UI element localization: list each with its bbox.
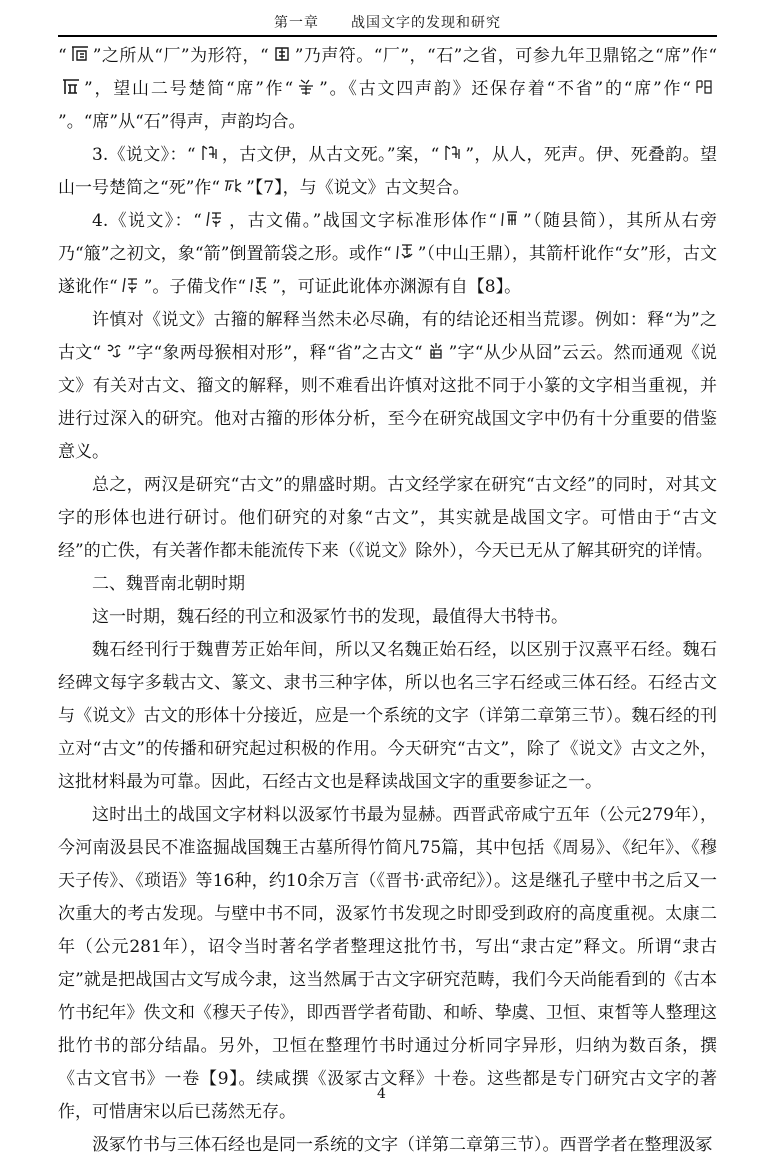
ancient-glyph-icon — [295, 77, 317, 97]
section-heading: 二、魏晋南北朝时期 — [92, 574, 245, 594]
ancient-glyph-icon — [441, 143, 463, 163]
ancient-glyph-icon — [693, 77, 715, 97]
ancient-glyph-icon — [198, 143, 220, 163]
paragraph-6: 这一时期，魏石经的刊立和汲冢竹书的发现，最值得大书特书。 — [92, 607, 568, 627]
paragraph-5: 总之，两汉是研究“古文”的鼎盛时期。古文经学家在研究“古文经”的同时，对其文字的形体也进行研讨。他们研究的对象“古文”，其实就是战国文字。可惜由于“古文经”的亡佚，有关著作都未能流传下来（《说文》除外），今天已无从了解其研究的详情。 — [58, 475, 717, 561]
ancient-glyph-icon — [271, 44, 293, 64]
paragraph-7: 魏石经刊行于魏曹芳正始年间，所以又名魏正始石经，以区别于汉熹平石经。魏石经碑文每字多载古文、篆文、隶书三种字体，所以也名三字石经或三体石经。石经古文与《说文》古文的形体十分接近，应是一个系统的文字（详第二章第三节）。魏石经的刊立对“古文”的传播和研究起过积极的作用。今天研究“古文”，除了《说文》古文之外，这批材料最为可靠。因此，石经古文也是释读战国文字的重要参证之一。 — [58, 640, 717, 792]
header-chapter: 第一章 — [274, 15, 319, 31]
ancient-glyph-icon — [425, 341, 447, 361]
ancient-glyph-icon — [103, 341, 125, 361]
paragraph-3: 4.《说文》：“ ，古文備。”战国文字标准形体作“ ”（随县简），其所从右旁乃“箙”之初文，象“箭”倒置箭袋之形。或作“ ”（中山王鼎），其箭杆讹作“女”形，古文遂讹作“ ”。子備戈作“ ”，可证此讹体亦渊源有自【8】。 — [58, 211, 717, 297]
ancient-glyph-icon — [69, 44, 91, 64]
running-header — [58, 6, 717, 37]
paragraph-8: 这时出土的战国文字材料以汲冢竹书最为显赫。西晋武帝咸宁五年（公元279年），今河南汲县民不准盗掘战国魏王古墓所得竹简凡75篇，其中包括《周易》、《纪年》、《穆天子传》、《琐语》等16种，约10余万言（《晋书·武帝纪》）。这是继孔子壁中书之后又一次重大的考古发现。与壁中书不同，汲冢竹书发现之时即受到政府的高度重视。太康二年（公元281年），诏令当时著名学者整理这批竹书，写出“隶古定”释文。所谓“隶古定”就是把战国古文写成今隶，这当然属于古文字研究范畴，我们今天尚能看到的《古本竹书纪年》佚文和《穆天子传》，即西晋学者荀勖、和峤、挚虞、卫恒、束皙等人整理这批竹书的部分结晶。另外，卫恒在整理竹书时通过分析同字异形，归纳为数百条，撰《古文官书》一卷【9】。续咸撰《汲冢古文释》十卷。这些都是专门研究古文字的著作，可惜唐宋以后已荡然无存。 — [58, 805, 717, 1122]
ancient-glyph-icon — [60, 77, 82, 97]
page-number: 4 — [377, 1086, 386, 1102]
ancient-glyph-icon — [222, 176, 244, 196]
ancient-glyph-icon — [248, 275, 270, 295]
ancient-glyph-icon — [394, 242, 416, 262]
page-body — [58, 40, 717, 1162]
ancient-glyph-icon — [204, 209, 226, 229]
ancient-glyph-icon — [120, 275, 142, 295]
ancient-glyph-icon — [499, 209, 521, 229]
paragraph-1: “ ”之所从“厂”为形符，“ ”乃声符。“厂”，“石”之省，可参九年卫鼎铭之“席”作“ ”，望山二号楚简“席”作“ ”。《古文四声韵》还保存着“不省”的“席”作“ ”。“席”从“石”得声，声韵均合。 — [58, 46, 718, 132]
header-title: 战国文字的发现和研究 — [351, 15, 501, 31]
paragraph-9: 汲冢竹书与三体石经也是同一系统的文字（详第二章第三节）。西晋学者在整理汲冢 — [92, 1135, 713, 1155]
paragraph-4: 许慎对《说文》古籀的解释当然未必尽确，有的结论还相当荒谬。例如：释“为”之古文“ ”字“象两母猴相对形”，释“省”之古文“ ”字“从少从囧”云云。然而通观《说文》有关对古文、籀文的解释，则不难看出许慎对这批不同于小篆的文字相当重视，并进行过深入的研究。他对古籀的形体分析，至今在研究战国文字中仍有十分重要的借鉴意义。 — [58, 310, 717, 462]
paragraph-2: 3.《说文》：“ ，古文伊，从古文死。”案，“ ”，从人，死声。伊、死叠韵。望山一号楚简之“死”作“ ”【7】，与《说文》古文契合。 — [58, 145, 717, 198]
